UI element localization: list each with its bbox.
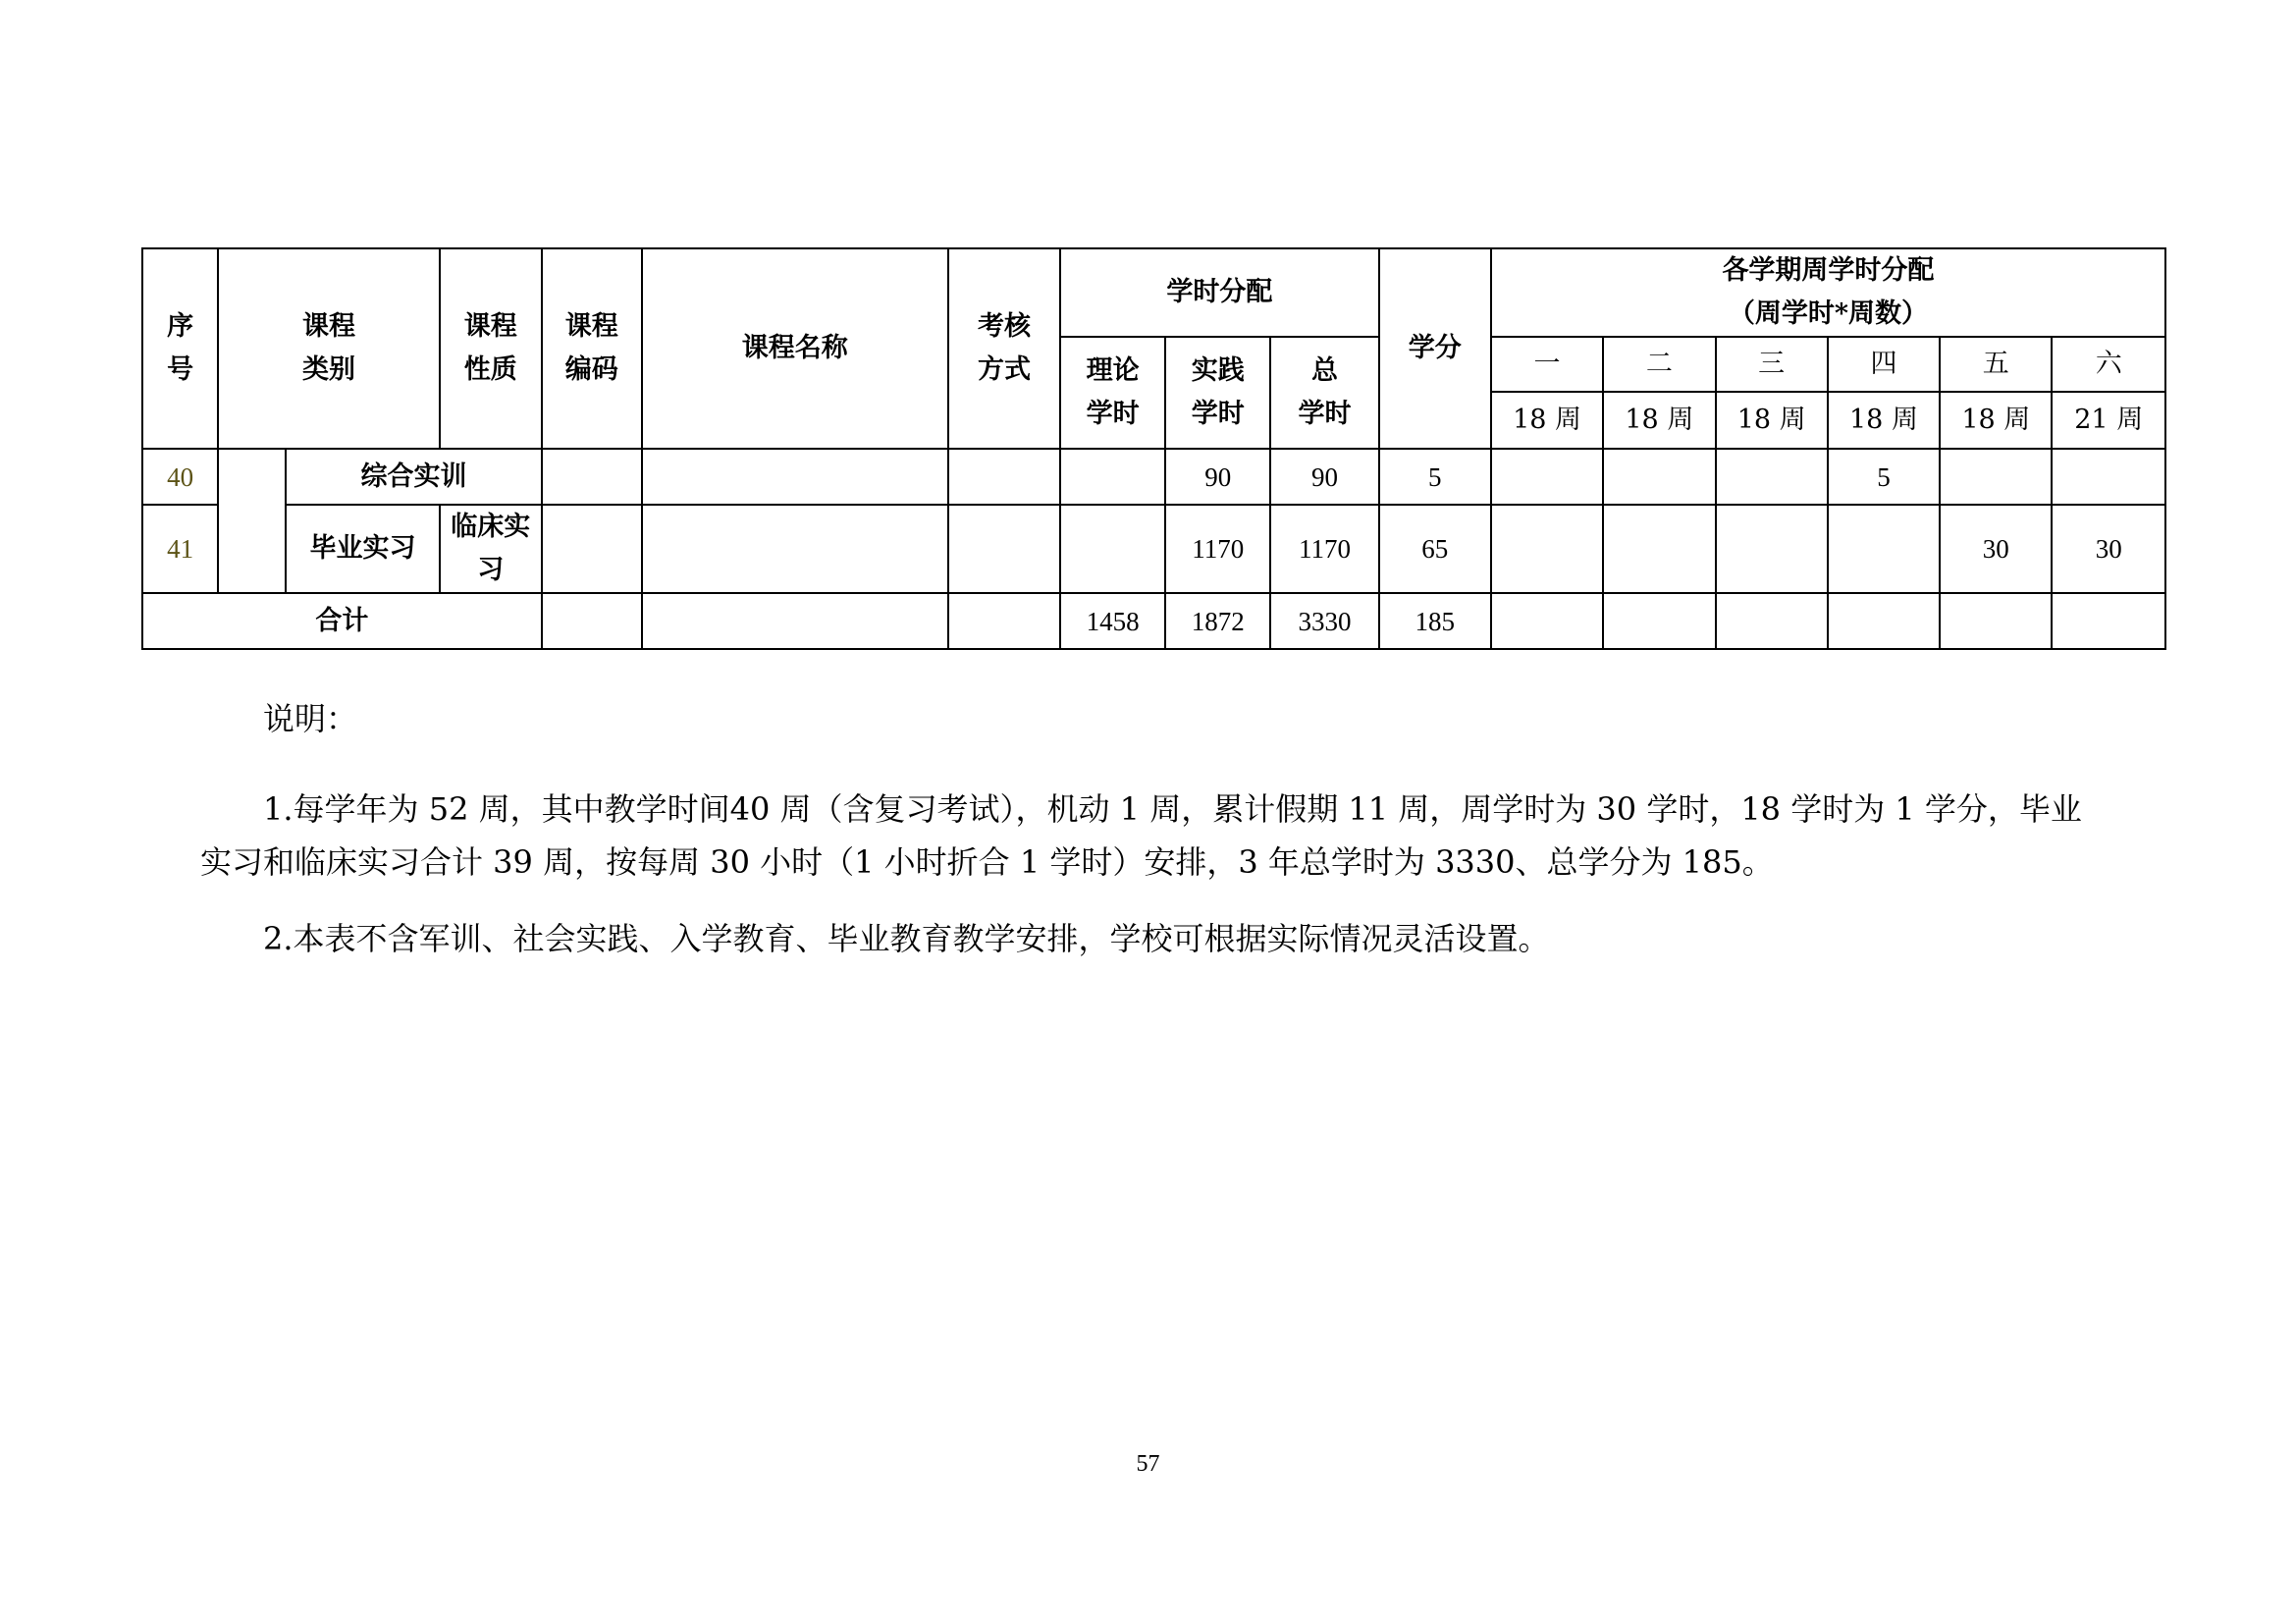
row-sem-5 (1940, 449, 2052, 505)
row-practice: 1170 (1165, 505, 1270, 593)
total-name-blank (642, 593, 948, 649)
header-nature-text: 课程 性质 (463, 311, 517, 385)
header-weeks-5: 18 周 (1940, 392, 2052, 449)
row-assessment (948, 505, 1060, 593)
header-semester-3: 三 (1716, 337, 1828, 392)
row-assessment (948, 449, 1060, 505)
header-code (542, 248, 642, 449)
row-category-blank (218, 449, 286, 593)
total-sem-6 (2052, 593, 2165, 649)
row-code (542, 505, 642, 593)
row-course-name: 临床实习 (440, 505, 542, 593)
notes-section (200, 692, 2124, 989)
row-course-name: 综合实训 (286, 449, 542, 505)
header-semester-group-text: 各学期周学时分配 （周学时*周数） (1722, 255, 1935, 329)
header-total-text: 总 学时 (1298, 355, 1352, 429)
row-name-blank (642, 449, 948, 505)
header-semester-4: 四 (1828, 337, 1940, 392)
row-sem-6 (2052, 449, 2165, 505)
note-item-1-line-1: 1.每学年为 52 周，其中教学时间40 周（含复习考试），机动 1 周，累计假期 11 周，周学时为 30 学时，18 学时为 1 学分，毕业 (263, 790, 2082, 828)
row-credit: 65 (1379, 505, 1491, 593)
header-weeks-2: 18 周 (1603, 392, 1715, 449)
header-weeks-3: 18 周 (1716, 392, 1828, 449)
table-row (142, 449, 2165, 505)
total-practice: 1872 (1165, 593, 1270, 649)
row-sem-4 (1828, 505, 1940, 593)
header-semester-1: 一 (1491, 337, 1603, 392)
row-seq: 40 (142, 449, 218, 505)
note-item-1 (200, 783, 2124, 889)
note-item-2: 2.本表不含军训、社会实践、入学教育、毕业教育教学安排，学校可根据实际情况灵活设置。 (263, 920, 1550, 957)
total-credit: 185 (1379, 593, 1491, 649)
header-practice-text: 实践 学时 (1191, 355, 1245, 429)
header-hours-group (1060, 248, 1378, 337)
header-semester-6: 六 (2052, 337, 2165, 392)
row-sem-3 (1716, 449, 1828, 505)
header-practice (1165, 337, 1270, 449)
header-code-text: 课程 编码 (564, 311, 618, 385)
curriculum-table (141, 247, 2166, 650)
row-seq: 41 (142, 505, 218, 593)
table-row (142, 505, 2165, 593)
total-label: 合计 (142, 593, 542, 649)
row-sem-1 (1491, 449, 1603, 505)
notes-heading: 说明： (263, 700, 358, 737)
header-seq (142, 248, 218, 449)
total-sem-3 (1716, 593, 1828, 649)
total-row (142, 593, 2165, 649)
total-assessment (948, 593, 1060, 649)
row-sem-3 (1716, 505, 1828, 593)
total-hours: 3330 (1270, 593, 1378, 649)
header-credit (1379, 248, 1491, 449)
header-weeks-1: 18 周 (1491, 392, 1603, 449)
header-category-text: 课程 类别 (302, 311, 355, 385)
row-total: 90 (1270, 449, 1378, 505)
header-seq-text: 序 号 (167, 311, 194, 385)
row-sem-1 (1491, 505, 1603, 593)
header-theory-text: 理论 学时 (1086, 355, 1140, 429)
total-sem-2 (1603, 593, 1715, 649)
header-weeks-6: 21 周 (2052, 392, 2165, 449)
header-semester-5: 五 (1940, 337, 2052, 392)
header-course-name-text: 课程名称 (741, 333, 848, 363)
row-sem-2 (1603, 505, 1715, 593)
row-theory (1060, 449, 1165, 505)
header-category (218, 248, 440, 449)
row-sem-6: 30 (2052, 505, 2165, 593)
row-theory (1060, 505, 1165, 593)
header-weeks-4: 18 周 (1828, 392, 1940, 449)
header-semester-2: 二 (1603, 337, 1715, 392)
row-sem-4: 5 (1828, 449, 1940, 505)
row-name-blank (642, 505, 948, 593)
total-sem-4 (1828, 593, 1940, 649)
header-credit-text: 学分 (1408, 333, 1462, 363)
total-sem-1 (1491, 593, 1603, 649)
total-sem-5 (1940, 593, 2052, 649)
header-semester-group (1491, 248, 2165, 337)
row-sem-2 (1603, 449, 1715, 505)
row-course-category: 毕业实习 (286, 505, 440, 593)
row-total: 1170 (1270, 505, 1378, 593)
note-item-1-line-2: 实习和临床实习合计 39 周，按每周 30 小时（1 小时折合 1 学时）安排，3 年总学时为 3330、总学分为 185。 (200, 843, 1774, 881)
header-assessment-text: 考核 方式 (977, 311, 1031, 385)
header-nature (440, 248, 542, 449)
header-total (1270, 337, 1378, 449)
page-number: 57 (1136, 1451, 1160, 1477)
total-code (542, 593, 642, 649)
header-theory (1060, 337, 1165, 449)
header-hours-group-text: 学时分配 (1166, 277, 1273, 307)
row-sem-5: 30 (1940, 505, 2052, 593)
header-assessment (948, 248, 1060, 449)
row-code (542, 449, 642, 505)
total-theory: 1458 (1060, 593, 1165, 649)
row-credit: 5 (1379, 449, 1491, 505)
header-course-name (642, 248, 948, 449)
row-practice: 90 (1165, 449, 1270, 505)
